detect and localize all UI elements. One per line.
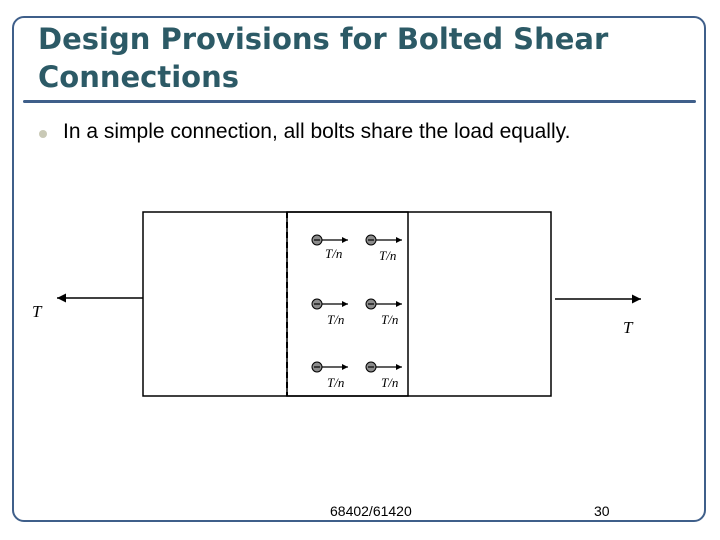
left-load-label: T xyxy=(32,302,42,321)
footer-page-number: 30 xyxy=(594,503,610,519)
bolt-force-label: T/n xyxy=(379,248,397,263)
bolt-group xyxy=(312,235,402,390)
bolt-force-label: T/n xyxy=(381,312,399,327)
footer-course-id: 68402/61420 xyxy=(330,503,412,519)
slide-title: Design Provisions for Bolted Shear Connections xyxy=(38,22,609,94)
bolt-force-label: T/n xyxy=(381,375,399,390)
bolt-force-label: T/n xyxy=(327,375,345,390)
bolt-force-label: T/n xyxy=(325,246,343,261)
right-load-label: T xyxy=(623,318,633,337)
bullet-text: In a simple connection, all bolts share the load equally. xyxy=(63,120,571,143)
bolt-force-label: T/n xyxy=(327,312,345,327)
